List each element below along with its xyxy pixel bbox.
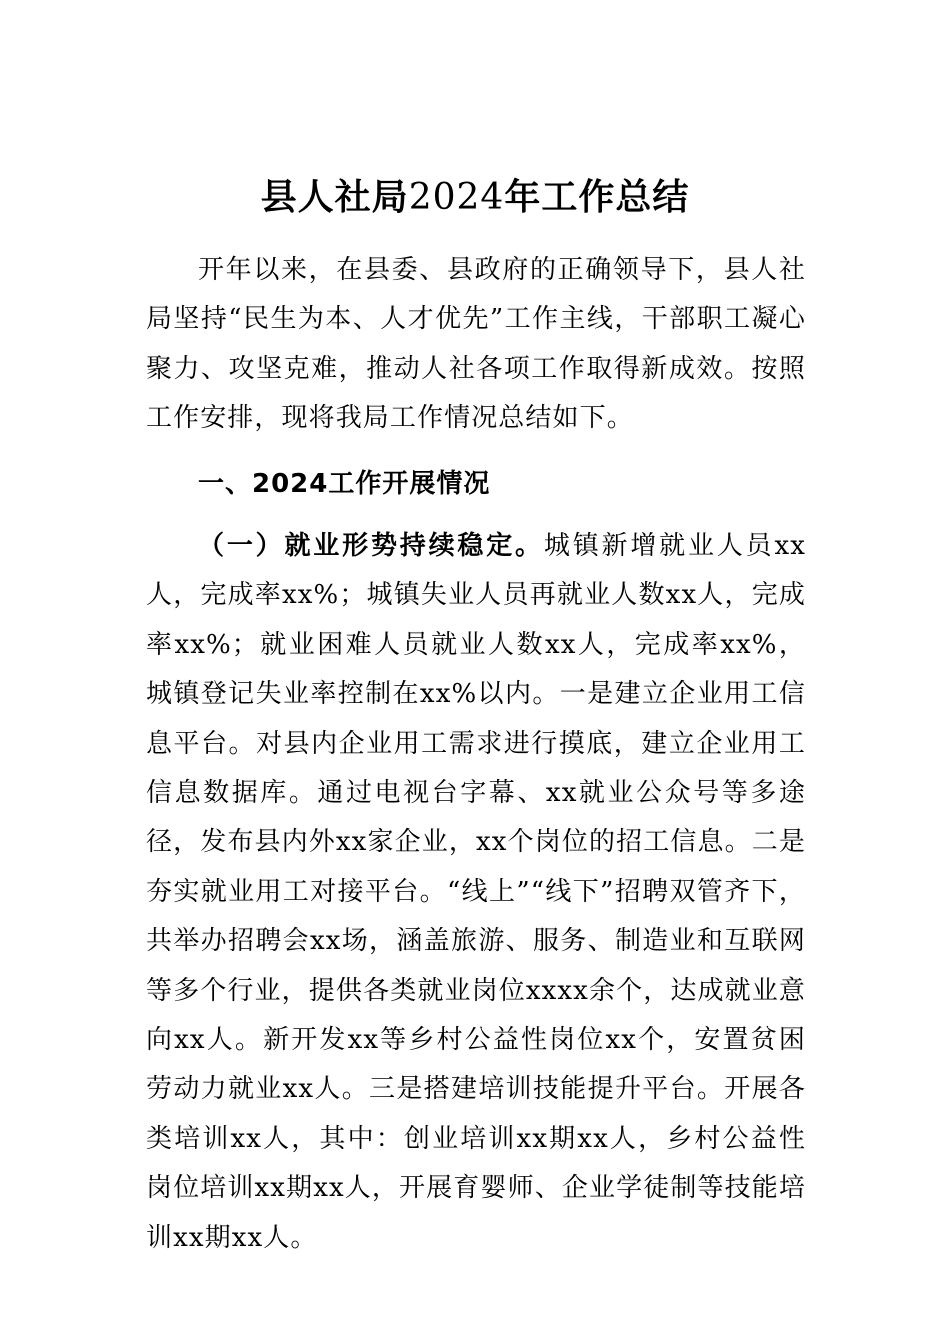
title-year: 2024 [408,177,505,218]
intro-paragraph: 开年以来，在县委、县政府的正确领导下，县人社局坚持“民生为本、人才优先”工作主线，干部职工凝心聚力、攻坚克难，推动人社各项工作取得新成效。按照工作安排，现将我局工作情况总结如下。 [146,255,806,434]
title-suffix: 年工作总结 [504,177,690,218]
subsection-paragraph [146,522,806,1263]
subsection-body: 城镇新增就业人员xx人，完成率xx%；城镇失业人员再就业人数xx人，完成率xx%；就业困难人员就业人数xx人，完成率xx%，城镇登记失业率控制在xx%以内。一是建立企业用工信息平台。对县内企业用工需求进行摸底，建立企业用工信息数据库。通过电视台字幕、xx就业公众号等多途径，发布县内外xx家企业，xx个岗位的招工信息。二是夯实就业用工对接平台。“线上”“线下”招聘双管齐下，共举办招聘会xx场，涵盖旅游、服务、制造业和互联网等多个行业，提供各类就业岗位xxxx余个，达成就业意向xx人。新开发xx等乡村公益性岗位xx个，安置贫困劳动力就业xx人。三是搭建培训技能提升平台。开展各类培训xx人，其中：创业培训xx期xx人，乡村公益性岗位培训xx期xx人，开展育婴师、企业学徒制等技能培训xx期xx人。 [146,531,807,1253]
title-prefix: 县人社局 [260,177,409,218]
section-heading: 一、2024工作开展情况 [198,469,491,499]
subsection-lead: （一）就业形势持续稳定。 [198,531,544,561]
document-title [0,172,950,224]
